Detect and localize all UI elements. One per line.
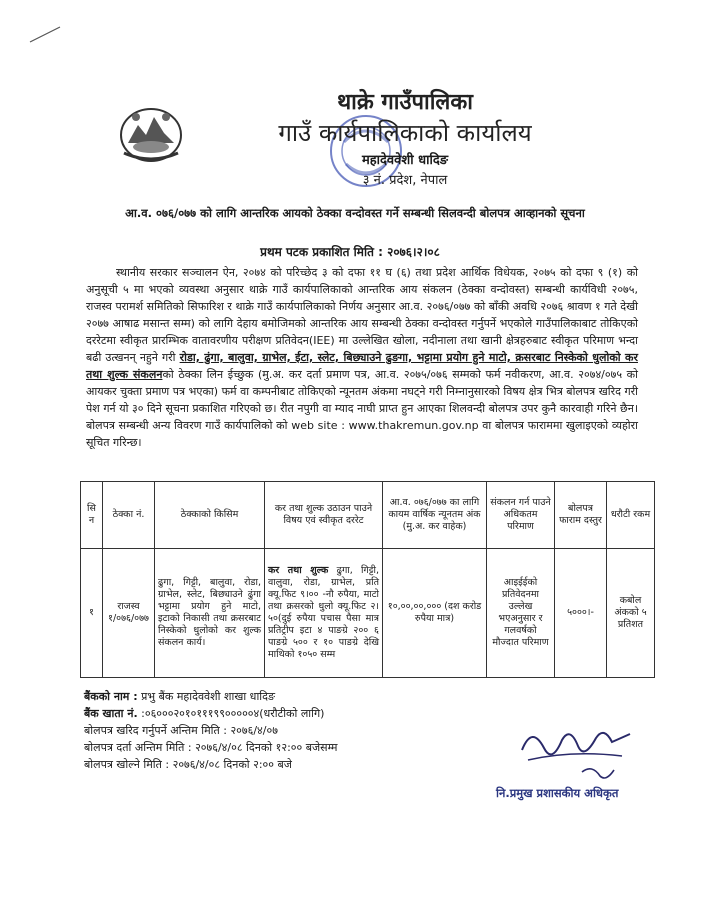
submit-deadline: बोलपत्र दर्ता अन्तिम मिति : २०७६/४/०८ दिनको १२:०० बजेसम्म: [84, 741, 338, 754]
bank-details: [84, 688, 464, 773]
col-header-rate: कर तथा शुल्क उठाउन पाउने विषय एवं स्वीकृत दररेट: [265, 482, 383, 549]
signatory-title: नि.प्रमुख प्रशासकीय अधिकृत: [496, 786, 619, 800]
bank-name-line: [84, 688, 464, 705]
office-location: महादेववेशी धादिङ: [361, 153, 449, 168]
bank-name-label: बैंकको नाम :: [84, 690, 138, 703]
col-header-form-fee: बोलपत्र फाराम दस्तुर: [555, 482, 607, 549]
office-name: गाउँ कार्यपालिकाको कार्यालय: [278, 119, 532, 147]
bank-name-value: प्रभु बैंक महादेववेशी शाखा धादिङ: [137, 690, 275, 703]
cell-minimum: १०,००,००,००० (दश करोड रुपैया मात्र): [383, 549, 487, 678]
tender-table: [80, 481, 655, 678]
cell-max-quantity: आइईईको प्रतिवेदनमा उल्लेख भएअनुसार र गलवर्षको मौज्दात परिमाण: [487, 549, 555, 678]
col-header-contract-no: ठेक्का नं.: [103, 482, 155, 549]
cell-form-fee: ५०००।-: [555, 549, 607, 678]
cell-deposit: कबोल अंकको ५ प्रतिशत: [607, 549, 655, 678]
notice-body: [86, 264, 638, 451]
publication-date: प्रथम पटक प्रकाशित मिति : २०७६।२।०८: [260, 245, 440, 259]
open-date: बोलपत्र खोल्ने मिति : २०७६/४/०८ दिनको २:०० बजे: [84, 758, 292, 771]
body-text-bold: रोडा, ढुंगा, बालुवा, ग्राभेल, ईटा, स्लेट, बिछ्याउने ढुङगा, भट्टामा प्रयोग हुने माटो, क्रसरबाट निस्केको धुलोको कर तथा शुल्क संकलन: [86, 351, 638, 381]
province-line: ३ नं. प्रदेश, नेपाल: [362, 173, 448, 188]
col-header-sn: सि न: [81, 482, 103, 549]
purchase-deadline: बोलपत्र खरिद गर्नुपर्ने अन्तिम मिति : २०७६/४/०७: [84, 724, 278, 737]
pen-mark: [28, 24, 62, 44]
notice-title: आ.व. ०७६/०७७ को लागि आन्तरिक आयको ठेक्का वन्दोवस्त गर्ने सम्बन्धी सिलवन्दी बोलपत्र आव्हानको सूचना: [125, 206, 585, 220]
cell-contract-no: राजस्व १/०७६/०७७: [103, 549, 155, 678]
body-text-part2: को ठेक्का लिन ईच्छुक (मु.अ. कर दर्ता प्रमाण पत्र, आ.व. २०७५/०७६ सम्मको फर्म नवीकरण, आ.व. २०७४/०७५ को आयकर चुक्ता प्रमाण पत्र भएका) फर्म वा कम्पनीबाट तोकिएको न्यूनतम अंकमा नघट्ने गरी निम्नानुसारको विषय क्षेत्र भित्र बोलपत्र खरिद गरी पेश गर्न यो ३० दिने सूचना प्रकाशित गरिएको छ। रीत नपुगी वा म्याद नाघी प्राप्त हुन आएका शिलवन्दी बोलपत्र उपर कुनै कारवाही गरिने छैन। बोलपत्र सम्बन्धी अन्य विवरण गाउँ कार्यपालिको को web site : www.thakremun.gov.np वा बोलपत्र फाराममा खुलाइएको व्यहोरा सूचित गरिन्छ।: [86, 368, 638, 449]
bank-account-value: :०६०००२०१०१११९९०००००४(धरौटीको लागि): [137, 707, 325, 720]
nepal-emblem-icon: [116, 103, 186, 165]
cell-contract-type: ढुगा, गिट्टी, बालुवा, रोडा, ग्राभेल, स्लेट, बिछ्याउने ढुंगा भट्टामा प्रयोग हुने माटो, इटाको निकासी तथा क्रसरबाट निस्केको धुलोको कर शुल्क संकलन कार्य।: [155, 549, 265, 678]
bank-account-label: बैंक खाता नं.: [84, 707, 138, 720]
col-header-contract-type: ठेक्काको किसिम: [155, 482, 265, 549]
col-header-max-quantity: संकलन गर्न पाउने अधिकतम परिमाण: [487, 482, 555, 549]
municipality-name: थाक्रे गाउँपालिका: [337, 90, 473, 115]
official-signature: [512, 720, 642, 786]
cell-rate-bold: कर तथा शुल्क: [268, 565, 329, 576]
table-header-row: [81, 482, 655, 549]
body-text-part1: स्थानीय सरकार सञ्चालन ऐन, २०७४ को परिच्छेद ३ को दफा ११ घ (६) तथा प्रदेश आर्थिक विधेयक, २०७५ को दफा ९ (१) को अनुसूची ५ मा भएको व्यवस्था अनुसार थाक्रे गाउँ कार्यपालिकाको आन्तरिक आय संकलन (ठेक्का वन्दोवस्त) सम्बन्धी कार्यविधी २०७५, राजस्व परामर्श समितिको सिफारिश र थाक्रे गाउँ कार्यपालिकाको निर्णय अनुसार आ.व. २०७६/०७७ को बाँकी अवधि २०७६ श्रावण १ गते देखी २०७७ आषाढ मसान्त सम्म) को लागि देहाय बमोजिमको आन्तरिक आय सम्बन्धी ठेक्का वन्दोवस्त गर्नुपर्ने भएकोले गाउँपालिकाबाट तोकिएको दररेटमा स्वीकृत प्रारम्भिक वातावरणीय परीक्षण प्रतिवेदन(IEE) मा उल्लेखित खोला, नदीनाला तथा खानी क्षेत्रहरुबाट स्वीकृत परिमाण भन्दा बढी उत्खनन् नहुने गरी: [86, 266, 638, 364]
bank-account-line: [84, 705, 464, 722]
cell-rate: [265, 549, 383, 678]
table-row: [81, 549, 655, 678]
col-header-deposit: धरौटी रकम: [607, 482, 655, 549]
cell-rate-text: ढुगा, गिट्टी, वालुवा, रोडा, ग्राभेल, प्रति क्यू.फिट ९।०० -नौ रुपैया, माटो तथा क्रसरको धुलो क्यू.फिट २।५०(दुई रुपैया पचास पैसा मात्र प्रतिट्रीप इटा ४ पाङग्रे २०० ६ पाङग्रे ५०० र १० पाङग्रे देखि माथिको १०५० सम्म: [268, 565, 379, 660]
col-header-minimum: आ.व. ०७६/०७७ का लागि कायम वार्षिक न्यूनतम अंक (मु.अ. कर वाहेक): [383, 482, 487, 549]
cell-sn: १: [81, 549, 103, 678]
